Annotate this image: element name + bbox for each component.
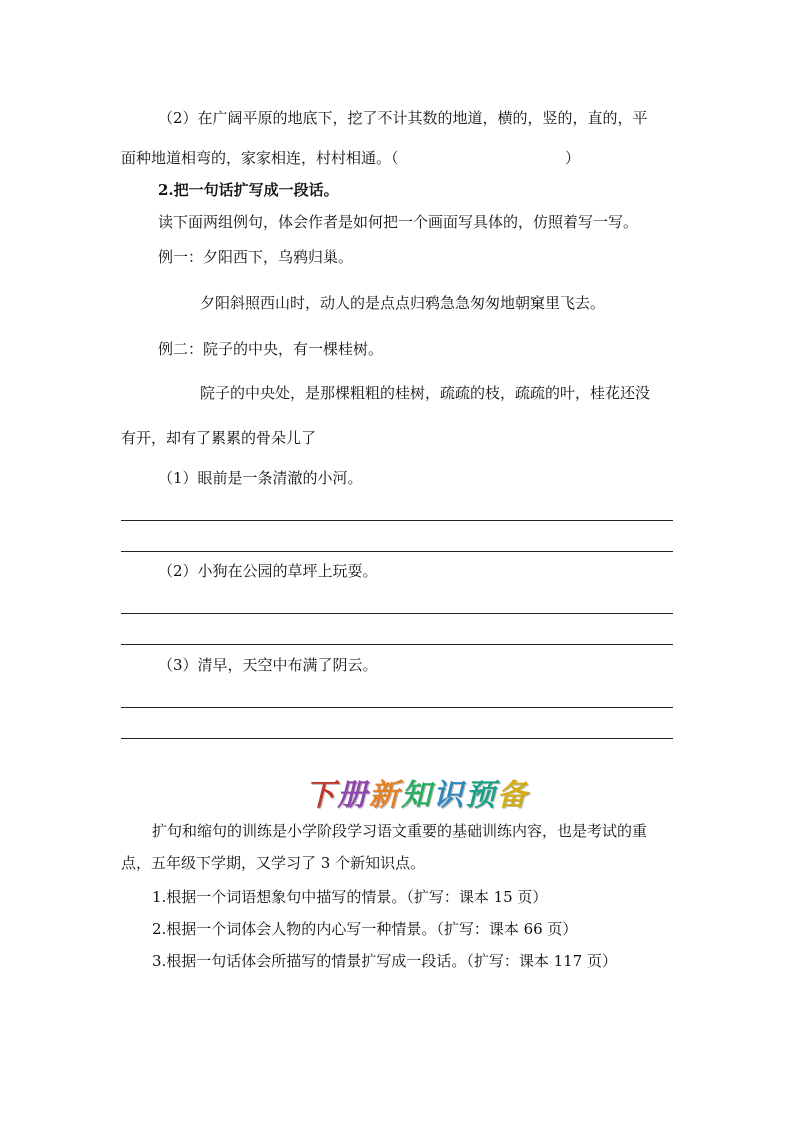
instruction-text: 读下面两组例句，体会作者是如何把一个画面写具体的，仿照着写一写。 bbox=[158, 213, 639, 231]
answer-line-2a[interactable] bbox=[121, 613, 673, 614]
title-char: 备 bbox=[497, 778, 529, 813]
item2-text-line1: （2）在广阔平原的地底下，挖了不计其数的地道，横的，竖的，直的，平 bbox=[158, 109, 648, 127]
answer-line-1b[interactable] bbox=[121, 551, 673, 552]
example2-expanded-line1: 院子的中央处，是那棵粗粗的桂树，疏疏的枝，疏疏的叶，桂花还没 bbox=[200, 384, 651, 402]
answer-line-1a[interactable] bbox=[121, 520, 673, 521]
title-char: 预 bbox=[465, 778, 497, 813]
task2-prompt: （2）小狗在公园的草坪上玩耍。 bbox=[158, 562, 378, 580]
knowledge-point-2: 2.根据一个词体会人物的内心写一种情景。（扩写：课本 66 页） bbox=[152, 920, 578, 938]
example1-short: 例一：夕阳西下，乌鸦归巢。 bbox=[158, 248, 354, 266]
task1-prompt: （1）眼前是一条清澈的小河。 bbox=[158, 469, 363, 487]
answer-line-3a[interactable] bbox=[121, 707, 673, 708]
section2-heading: 2.把一句话扩写成一段话。 bbox=[158, 181, 339, 199]
example2-expanded-line2: 有开，却有了累累的骨朵儿了 bbox=[121, 429, 317, 447]
item2-answer-close: ） bbox=[565, 149, 581, 167]
answer-line-2b[interactable] bbox=[121, 644, 673, 645]
title-char: 识 bbox=[433, 778, 465, 813]
knowledge-point-1: 1.根据一个词语想象句中描写的情景。（扩写：课本 15 页） bbox=[152, 888, 548, 906]
title-char: 知 bbox=[401, 778, 433, 813]
answer-line-3b[interactable] bbox=[121, 738, 673, 739]
example2-short: 例二：院子的中央，有一棵桂树。 bbox=[158, 340, 384, 358]
preview-section-title bbox=[305, 776, 535, 816]
preview-intro-line1: 扩句和缩句的训练是小学阶段学习语文重要的基础训练内容，也是考试的重 bbox=[152, 822, 648, 840]
title-char: 新 bbox=[369, 778, 401, 813]
task3-prompt: （3）清早，天空中布满了阴云。 bbox=[158, 656, 378, 674]
item2-text-line2: 面种地道相弯的，家家相连，村村相通。（ bbox=[121, 149, 399, 167]
title-char: 下 bbox=[305, 778, 337, 813]
knowledge-point-3: 3.根据一句话体会所描写的情景扩写成一段话。（扩写：课本 117 页） bbox=[152, 952, 617, 970]
title-char: 册 bbox=[337, 778, 369, 813]
example1-expanded: 夕阳斜照西山时，动人的是点点归鸦急急匆匆地朝窠里飞去。 bbox=[200, 294, 606, 312]
preview-intro-line2: 点，五年级下学期，又学习了 3 个新知识点。 bbox=[121, 854, 426, 872]
